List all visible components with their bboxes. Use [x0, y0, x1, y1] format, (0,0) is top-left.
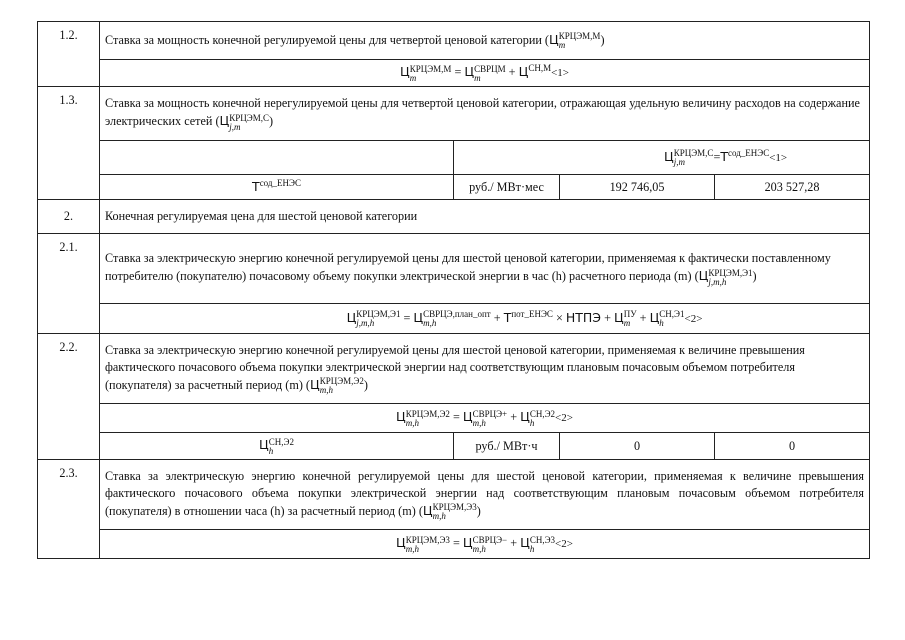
tariff-table	[37, 21, 870, 559]
value-name: Ц СН,Э2 h	[100, 433, 454, 460]
formula-row	[38, 404, 870, 433]
formula: Ц КРЦЭМ,М m = Ц СВРЦМ m + $Ц^{СН,М}<1>$	[100, 60, 870, 87]
table-row	[38, 22, 870, 60]
table-row	[38, 87, 870, 141]
row-number: 2.3.	[38, 460, 100, 559]
value-row	[38, 433, 870, 460]
row-description: Ставка за электрическую энергию конечной регулируемой цены для шестой ценовой категории, применяемая к величине превышения фактического почасового объема покупки электрической энергии над соответствующим плановым почасовым объемом потребителя (покупателя) в отношении часа (h) за расчетный период (m) (Ц КРЦЭМ,Э3 m,h )	[100, 460, 870, 530]
row-description: Ставка за мощность конечной регулируемой цены для четвертой ценовой категории (Ц КРЦЭМ,М m )	[100, 22, 870, 60]
row-description: Конечная регулируемая цена для шестой ценовой категории	[100, 200, 870, 234]
formula: Ц КРЦЭМ,Э3 m,h = Ц СВРЦЭ− m,h + Ц СН,Э3 h <2>	[100, 530, 870, 559]
value-unit: руб./ МВт·ч	[454, 433, 560, 460]
formula: Ц КРЦЭМ,С j,m $=Т^{сод\_ЕНЭС}<1>$	[454, 141, 870, 175]
formula-row	[38, 304, 870, 334]
row-number: 2.1.	[38, 234, 100, 334]
row-number: 1.3.	[38, 87, 100, 200]
formula-row	[38, 141, 870, 175]
table-row	[38, 460, 870, 530]
row-number: 1.2.	[38, 22, 100, 87]
row-description: Ставка за электрическую энергию конечной регулируемой цены для шестой ценовой категории, применяемая к величине превышения фактического почасового объема покупки электрической энергии над соответствующим плановым почасовым объемом потребителя (покупателя) за расчетный период (m) (Ц КРЦЭМ,Э2 m,h )	[100, 334, 870, 404]
formula-row	[38, 530, 870, 559]
value-2: 203 527,28	[715, 175, 870, 200]
value-2: 0	[715, 433, 870, 460]
table-row	[38, 334, 870, 404]
value-name: $Т^{сод\_ЕНЭС}$	[100, 175, 454, 200]
formula-row	[38, 60, 870, 87]
row-number: 2.	[38, 200, 100, 234]
value-row	[38, 175, 870, 200]
row-number: 2.2.	[38, 334, 100, 460]
table-row	[38, 200, 870, 234]
row-description: Ставка за электрическую энергию конечной регулируемой цены для шестой ценовой категории, применяемая к фактически поставленному потребителю (покупателю) почасовому объему покупки электрической энергии в час (h) расчетного периода (m) (Ц КРЦЭМ,Э1 j,m,h )	[100, 234, 870, 304]
value-1: 0	[560, 433, 715, 460]
value-1: 192 746,05	[560, 175, 715, 200]
row-description: Ставка за мощность конечной нерегулируемой цены для четвертой ценовой категории, отражающая удельную величину расходов на содержание электрических сетей (Ц КРЦЭМ,С j,m )	[100, 87, 870, 141]
formula: Ц КРЦЭМ,Э1 j,m,h = Ц СВРЦЭ,план_опт m,h + $Т^{пот\_ЕНЭС}$ × НТПЭ + Ц ПУ m + Ц СН,Э1 h <2>	[346, 308, 703, 329]
formula: Ц КРЦЭМ,Э2 m,h = Ц СВРЦЭ+ m,h + Ц СН,Э2 h <2>	[100, 404, 870, 433]
table-row	[38, 234, 870, 304]
value-unit: руб./ МВт·мес	[454, 175, 560, 200]
